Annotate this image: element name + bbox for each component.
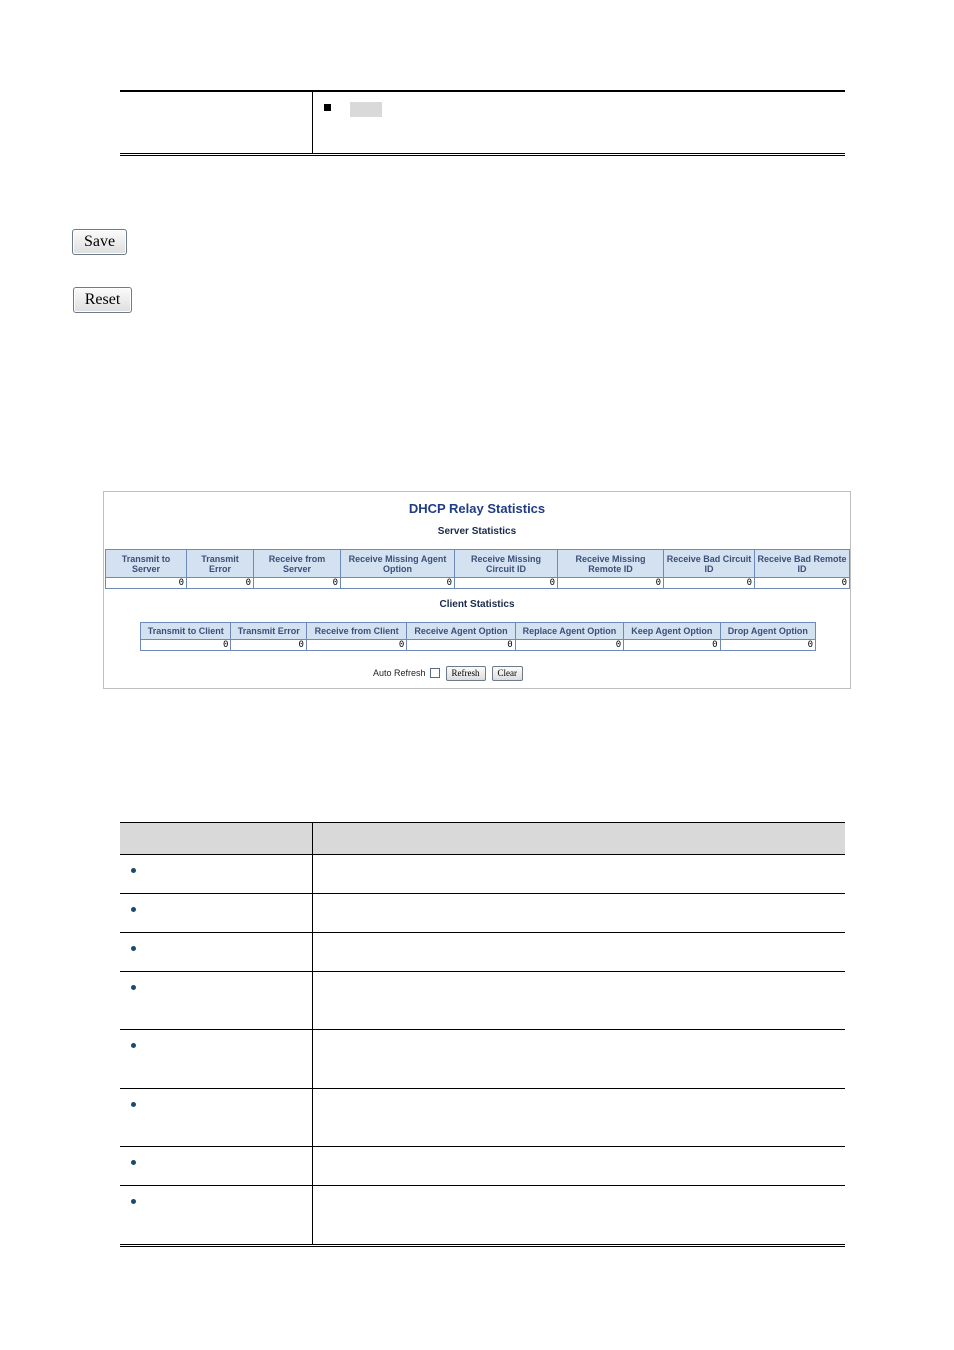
panel-title: DHCP Relay Statistics xyxy=(408,501,546,516)
table-header: Receive Missing Agent Option xyxy=(341,550,455,578)
table-header-row xyxy=(106,550,850,578)
table-header: Receive Bad Circuit ID xyxy=(664,550,755,578)
parameter-table-fragment xyxy=(120,90,845,156)
bullet-icon xyxy=(131,1043,136,1048)
server-statistics-title: Server Statistics xyxy=(437,526,517,537)
table-header: Receive from Server xyxy=(254,550,341,578)
table-row xyxy=(120,1147,845,1186)
column-divider xyxy=(312,933,313,971)
table-header: Transmit to Client xyxy=(141,623,231,640)
table-cell: 0 xyxy=(231,640,307,651)
table-row xyxy=(120,933,845,972)
column-divider xyxy=(312,92,313,153)
clear-button[interactable]: Clear xyxy=(492,666,524,681)
reset-button[interactable]: Reset xyxy=(73,287,132,313)
table-row xyxy=(106,578,850,589)
table-row xyxy=(120,894,845,933)
table-header: Receive from Client xyxy=(306,623,406,640)
table-cell: 0 xyxy=(341,578,455,589)
table-header-row xyxy=(120,823,845,855)
bullet-icon xyxy=(131,946,136,951)
description-table xyxy=(120,822,845,1247)
table-cell: 0 xyxy=(187,578,254,589)
table-cell: 0 xyxy=(407,640,515,651)
table-header: Receive Bad Remote ID xyxy=(755,550,850,578)
table-cell: 0 xyxy=(455,578,558,589)
table-cell: 0 xyxy=(664,578,755,589)
bullet-icon xyxy=(131,1160,136,1165)
column-divider xyxy=(312,1089,313,1146)
table-cell: 0 xyxy=(515,640,623,651)
column-divider xyxy=(312,1147,313,1185)
table-header: Drop Agent Option xyxy=(720,623,815,640)
table-header: Transmit Error xyxy=(231,623,307,640)
column-divider xyxy=(312,823,313,854)
bullet-icon xyxy=(131,1102,136,1107)
refresh-button[interactable]: Refresh xyxy=(446,666,486,681)
client-statistics-table xyxy=(140,622,816,651)
column-divider xyxy=(312,855,313,893)
table-header: Receive Agent Option xyxy=(407,623,515,640)
table-row xyxy=(141,640,816,651)
table-cell: 0 xyxy=(624,640,720,651)
column-divider xyxy=(312,972,313,1029)
table-row xyxy=(120,1089,845,1147)
table-header: Keep Agent Option xyxy=(624,623,720,640)
column-divider xyxy=(312,894,313,932)
auto-refresh-label: Auto Refresh xyxy=(373,668,426,678)
table-cell: 0 xyxy=(558,578,664,589)
refresh-controls xyxy=(373,665,523,681)
table-row xyxy=(120,1030,845,1089)
table-cell: 0 xyxy=(720,640,815,651)
table-header-row xyxy=(141,623,816,640)
table-cell: 0 xyxy=(106,578,187,589)
square-bullet-icon xyxy=(324,104,331,111)
table-row xyxy=(120,1186,845,1244)
dhcp-relay-statistics-panel xyxy=(103,491,851,689)
bullet-icon xyxy=(131,1199,136,1204)
table-header: Receive Missing Circuit ID xyxy=(455,550,558,578)
column-divider xyxy=(312,1186,313,1244)
table-cell: 0 xyxy=(755,578,850,589)
client-statistics-title: Client Statistics xyxy=(439,599,515,610)
table-row xyxy=(120,855,845,894)
column-divider xyxy=(312,1030,313,1088)
highlighted-term xyxy=(350,102,382,117)
table-cell: 0 xyxy=(254,578,341,589)
table-header: Receive Missing Remote ID xyxy=(558,550,664,578)
auto-refresh-checkbox[interactable] xyxy=(430,668,440,678)
table-header: Replace Agent Option xyxy=(515,623,623,640)
table-header: Transmit to Server xyxy=(106,550,187,578)
table-cell: 0 xyxy=(141,640,231,651)
table-header: Transmit Error xyxy=(187,550,254,578)
bullet-icon xyxy=(131,868,136,873)
server-statistics-table xyxy=(105,549,850,589)
bullet-icon xyxy=(131,985,136,990)
bullet-icon xyxy=(131,907,136,912)
table-row xyxy=(120,972,845,1030)
table-cell: 0 xyxy=(306,640,406,651)
save-button[interactable]: Save xyxy=(72,229,127,255)
